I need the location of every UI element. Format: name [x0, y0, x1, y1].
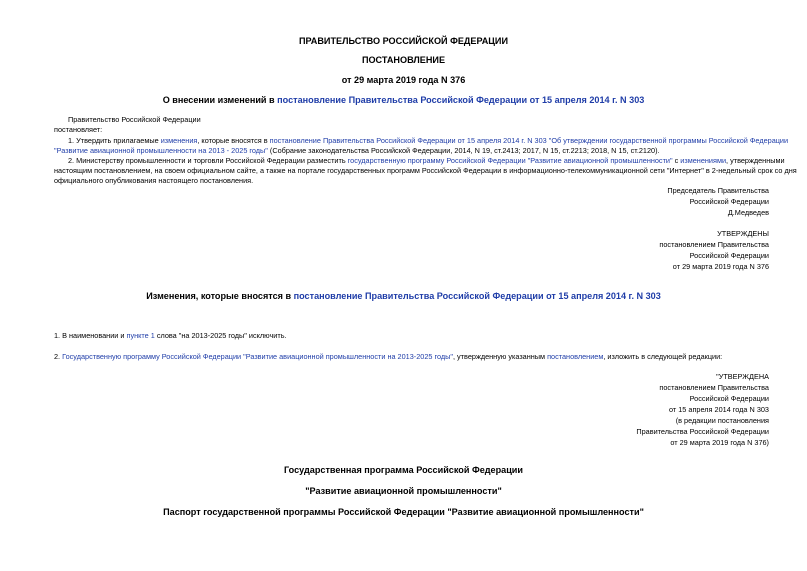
- p1-text-c: (Собрание законодательства Российской Федерации, 2014, N 19, ст.2413; 2017, N 15, ст.2213; 2018, N 15, ст.2120).: [267, 146, 660, 155]
- document-title: [0, 96, 807, 105]
- intro-line-2: постановляет:: [54, 125, 103, 134]
- title-text: О внесении изменений в: [162, 95, 278, 105]
- approved-stamp-line-4: от 29 марта 2019 года N 376: [672, 262, 769, 271]
- p2-text-c: , утвержденными: [726, 156, 785, 165]
- item1-text-b: слова "на 2013-2025 годы" исключить.: [154, 331, 287, 340]
- program-link[interactable]: Государственную программу Российской Федерации "Развитие авиационной промышленности на 2013-2025 годы": [62, 352, 453, 361]
- intro-line-1: Правительство Российской Федерации: [68, 115, 201, 124]
- program-passport-title: Паспорт государственной программы Российской Федерации "Развитие авиационной промышленности": [163, 507, 644, 517]
- clause-1-link[interactable]: пункте 1: [126, 331, 155, 340]
- item2-text-b: , утвержденную указанным: [452, 352, 548, 361]
- resolution-link[interactable]: постановление Правительства Российской Федерации от 15 апреля 2014 г. N 303 "Об утверждении государственной программы Российской Федерации: [269, 136, 789, 145]
- paragraph-2-line-2: настоящим постановлением, на своем официальном сайте, а также на портале государственных программ Российской Федерации в информационно-телекоммуникационной сети "Интернет" в 2-недельный срок со дня: [54, 166, 797, 175]
- item2-text-a: 2.: [54, 352, 63, 361]
- approved2-line-7: от 29 марта 2019 года N 376): [670, 438, 769, 447]
- approved-stamp-title: УТВЕРЖДЕНЫ: [717, 229, 769, 238]
- resolution-ref-link[interactable]: постановлением: [547, 352, 604, 361]
- paragraph-2-line-3: официального опубликования настоящего постановления.: [54, 176, 254, 185]
- approved2-line-1: "УТВЕРЖДЕНА: [716, 372, 769, 381]
- changes-title: [0, 292, 807, 301]
- program-name-link[interactable]: "Развитие авиационной промышленности на 2013 - 2025 годы": [54, 146, 268, 155]
- approved2-line-4: от 15 апреля 2014 года N 303: [668, 405, 769, 414]
- signature-title: Председатель Правительства: [667, 186, 769, 195]
- amendments-link[interactable]: изменениями: [680, 156, 727, 165]
- approved-stamp-line-2: постановлением Правительства: [659, 240, 769, 249]
- document-date-number: от 29 марта 2019 года N 376: [341, 75, 466, 85]
- paragraph-1-line-1: [68, 137, 788, 144]
- signature-name: Д.Медведев: [727, 208, 769, 217]
- change-item-2: [54, 353, 722, 360]
- changes-link[interactable]: изменения: [160, 136, 198, 145]
- p2-text-b: с: [672, 156, 681, 165]
- program-title: Государственная программа Российской Федерации: [283, 465, 523, 475]
- approved2-line-6: Правительства Российской Федерации: [636, 427, 769, 436]
- signature-org: Российской Федерации: [689, 197, 769, 206]
- state-program-link[interactable]: государственную программу Российской Федерации "Развитие авиационной промышленности": [347, 156, 673, 165]
- paragraph-1-line-2: [54, 147, 660, 154]
- changes-title-text: Изменения, которые вносятся в: [146, 291, 294, 301]
- approved2-line-3: Российской Федерации: [689, 394, 769, 403]
- program-subtitle: "Развитие авиационной промышленности": [305, 486, 502, 496]
- changes-title-link[interactable]: постановление Правительства Российской Федерации от 15 апреля 2014 г. N 303: [293, 291, 661, 301]
- p1-text-a: 1. Утвердить прилагаемые: [68, 136, 161, 145]
- p2-text-a: 2. Министерству промышленности и торговли Российской Федерации разместить: [68, 156, 348, 165]
- item1-text-a: 1. В наименовании и: [54, 331, 127, 340]
- government-heading: ПРАВИТЕЛЬСТВО РОССИЙСКОЙ ФЕДЕРАЦИИ: [298, 36, 509, 46]
- item2-text-c: , изложить в следующей редакции:: [603, 352, 723, 361]
- approved-stamp-line-3: Российской Федерации: [689, 251, 769, 260]
- title-link[interactable]: постановление Правительства Российской Федерации от 15 апреля 2014 г. N 303: [277, 95, 645, 105]
- paragraph-2-line-1: [68, 157, 785, 164]
- change-item-1: [54, 332, 287, 339]
- approved2-line-5: (в редакции постановления: [675, 416, 769, 425]
- approved2-line-2: постановлением Правительства: [659, 383, 769, 392]
- document-type: ПОСТАНОВЛЕНИЕ: [361, 55, 446, 65]
- p1-text-b: , которые вносятся в: [197, 136, 270, 145]
